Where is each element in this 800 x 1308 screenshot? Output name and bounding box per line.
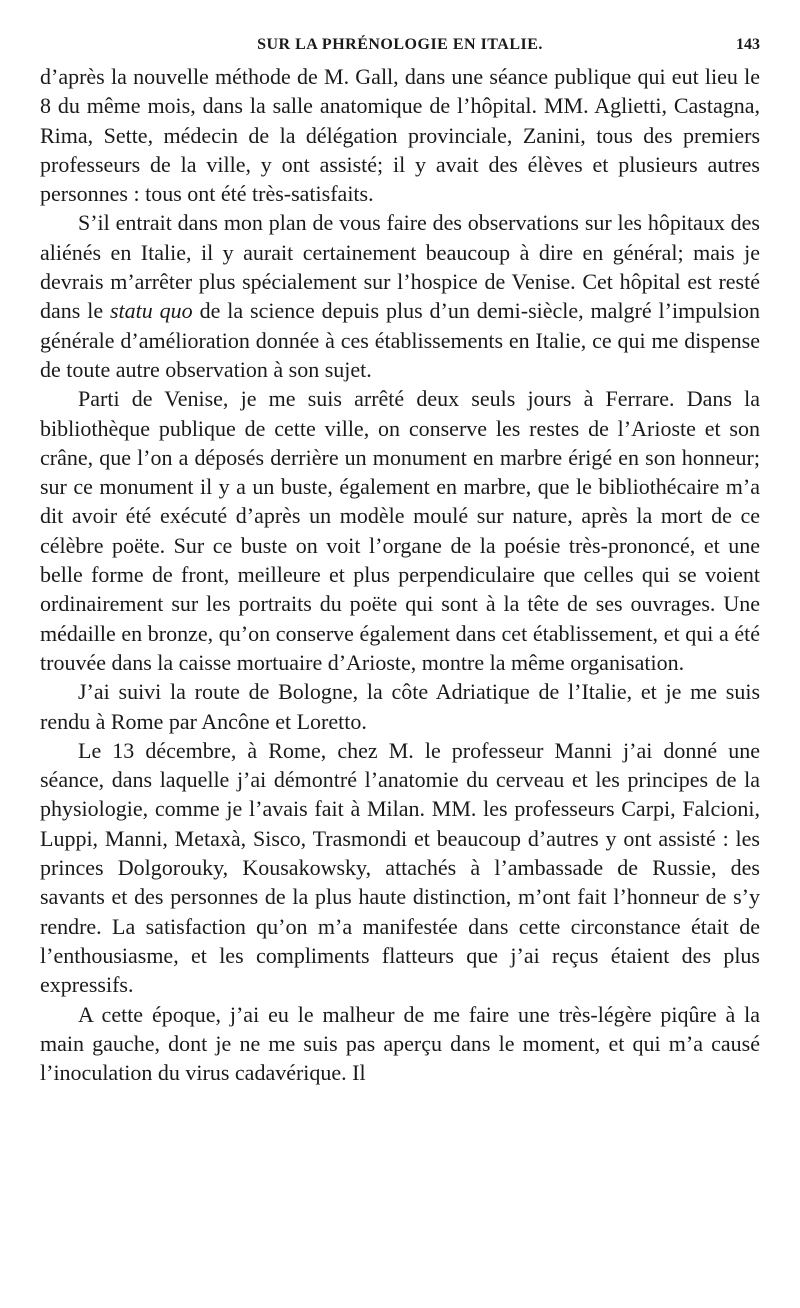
paragraph (40, 62, 760, 208)
paragraph (40, 208, 760, 384)
paragraph-text: de la science depuis plus d’un demi-siècle, malgré l’impulsion générale d’amélioration donnée à ces établissements en Italie, ce qui me dispense de toute autre observation à son sujet. (40, 298, 760, 382)
running-title: SUR LA PHRÉNOLOGIE EN ITALIE. (257, 36, 543, 53)
running-head (40, 28, 760, 62)
page-number: 143 (736, 36, 760, 53)
paragraph-text: J’ai suivi la route de Bologne, la côte Adriatique de l’Italie, et je me suis rendu à Rome par Ancône et Loretto. (40, 679, 760, 734)
paragraph-text: Le 13 décembre, à Rome, chez M. le professeur Manni j’ai donné une séance, dans laquelle j’ai démontré l’anatomie du cerveau et les principes de la physiologie, comme je l’avais fait à Milan. MM. les professeurs Carpi, Falcioni, Luppi, Manni, Metaxà, Sisco, Trasmondi et beaucoup d’autres y ont assisté : les princes Dolgorouky, Kousakowsky, attachés à l’ambassade de Russie, des savants et des personnes de la plus haute distinction, m’ont fait l’honneur de s’y rendre. La satisfaction qu’on m’a manifestée dans cette circonstance était de l’enthousiasme, et les compliments flatteurs que j’ai reçus étaient des plus expressifs. (40, 737, 760, 998)
paragraph-text: d’après la nouvelle méthode de M. Gall, dans une séance publique qui eut lieu le 8 du même mois, dans la salle anatomique de l’hôpital. MM. Aglietti, Castagna, Rima, Sette, médecin de la délégation provinciale, Zanini, tous des premiers professeurs de la ville, y ont assisté; il y avait des élèves et plusieurs autres personnes : tous ont été très-satisfaits. (40, 64, 760, 207)
italic-phrase: statu quo (110, 298, 193, 324)
paragraph (40, 384, 760, 677)
paragraph (40, 677, 760, 736)
paragraph (40, 1000, 760, 1088)
body-text (40, 62, 760, 1087)
paragraph-text: Parti de Venise, je me suis arrêté deux seuls jours à Ferrare. Dans la bibliothèque publique de cette ville, on conserve les restes de l’Arioste et son crâne, que l’on a déposés derrière un monument en marbre érigé en son honneur; sur ce monument il y a un buste, également en marbre, que le bibliothécaire m’a dit avoir été exécuté d’après un modèle moulé sur nature, après la mort de ce célèbre poëte. Sur ce buste on voit l’organe de la poésie très-prononcé, et une belle forme de front, meilleure et plus perpendiculaire que celles qui se voient ordinairement sur les portraits du poëte qui sont à la tête de ses ouvrages. Une médaille en bronze, qu’on conserve également dans cet établissement, et qui a été trouvée dans la caisse mortuaire d’Arioste, montre la même organisation. (40, 386, 760, 675)
paragraph-text: A cette époque, j’ai eu le malheur de me faire une très-légère piqûre à la main gauche, dont je ne me suis pas aperçu dans le moment, et qui m’a causé l’inoculation du virus cadavérique. Il (40, 1001, 760, 1086)
paragraph (40, 736, 760, 1000)
paragraph-text: S’il entrait dans mon plan de vous faire des observations sur les hôpitaux des aliénés en Italie, il y aurait certainement beaucoup à dire en général; mais je devrais m’arrêter plus spécialement sur l’hospice de Venise. Cet hôpital est resté dans le (40, 210, 760, 324)
